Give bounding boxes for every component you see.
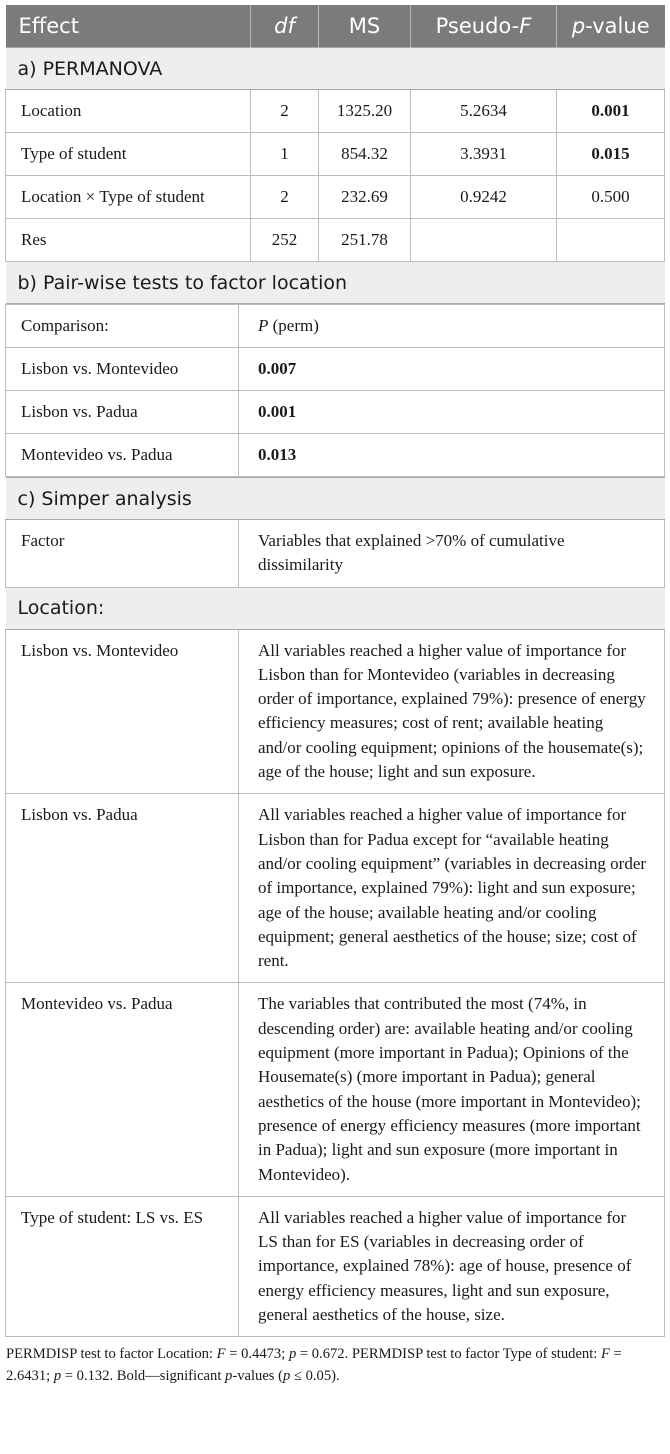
table-row (6, 133, 665, 176)
location-label: Location: (6, 587, 665, 629)
pairwise-table (5, 304, 665, 477)
table-row (6, 794, 665, 983)
desc-cell: All variables reached a higher value of importance for LS than for ES (variables in decreasing order of importance, explained 78%): age of house, presence of energy efficiency measures, light and sun exposure, general aesthetics of the house, size. (239, 1196, 665, 1336)
ms-cell: 251.78 (319, 219, 411, 262)
effect-cell: Location (6, 90, 251, 133)
comparison-cell: Lisbon vs. Padua (6, 391, 239, 434)
table-row (6, 434, 665, 477)
ms-cell: 854.32 (319, 133, 411, 176)
section-c-title-row (6, 478, 665, 520)
header-p-value: p-value (557, 5, 665, 48)
table-header-row (6, 5, 665, 48)
header-effect: Effect (6, 5, 251, 48)
pseudo-f-cell: 5.2634 (411, 90, 557, 133)
df-cell: 2 (251, 90, 319, 133)
effect-cell: Location × Type of student (6, 176, 251, 219)
pairwise-header-row (6, 305, 665, 348)
section-a-title-row (6, 48, 665, 90)
location-subheader-row (6, 587, 665, 629)
table-row (6, 90, 665, 133)
p-value-cell: 0.015 (557, 133, 665, 176)
df-cell: 252 (251, 219, 319, 262)
desc-cell: The variables that contributed the most (74%, in descending order) are: available heating and/or cooling equipment (more important in Padua); Opinions of the Housemate(s) (more important in Padua); general aesthetics of the house (more important in Montevideo); presence of energy efficiency measures (more important in Padua); light and sun exposure (more important in Montevideo). (239, 983, 665, 1196)
factor-cell: Lisbon vs. Montevideo (6, 629, 239, 794)
factor-cell: Montevideo vs. Padua (6, 983, 239, 1196)
p-value-cell: 0.500 (557, 176, 665, 219)
header-pseudo-f: Pseudo-F (411, 5, 557, 48)
p-value-cell: 0.001 (557, 90, 665, 133)
section-b-title-row (6, 262, 665, 304)
factor-label: Factor (6, 520, 239, 588)
table-row (6, 983, 665, 1196)
desc-cell: All variables reached a higher value of importance for Lisbon than for Padua except for “available heating and/or cooling equipment” (variables in decreasing order of importance, explained 79%): light and sun exposure; age of the house; available heating and/or cooling equipment; general aesthetics of the house; size; cost of rent. (239, 794, 665, 983)
section-a-title: a) PERMANOVA (6, 48, 665, 90)
factor-cell: Lisbon vs. Padua (6, 794, 239, 983)
pseudo-f-cell: 0.9242 (411, 176, 557, 219)
table-row (6, 219, 665, 262)
ms-cell: 232.69 (319, 176, 411, 219)
desc-cell: All variables reached a higher value of importance for Lisbon than for Montevideo (variables in decreasing order of importance, explained 79%): presence of energy efficiency measures; cost of rent; available heating and/or cooling equipment; opinions of the housemate(s); age of the house; light and sun exposure. (239, 629, 665, 794)
stats-table-page (5, 5, 664, 1387)
comparison-cell: Montevideo vs. Padua (6, 434, 239, 477)
pseudo-f-cell (411, 219, 557, 262)
comparison-label: Comparison: (6, 305, 239, 348)
section-b-title: b) Pair-wise tests to factor location (6, 262, 665, 304)
simper-table (5, 477, 665, 1337)
permanova-table (5, 5, 665, 304)
pseudo-f-cell: 3.3931 (411, 133, 557, 176)
table-row (6, 391, 665, 434)
factor-cell: Type of student: LS vs. ES (6, 1196, 239, 1336)
table-row (6, 176, 665, 219)
table-row (6, 348, 665, 391)
p-perm-cell: 0.013 (239, 434, 665, 477)
p-perm-label: P (perm) (239, 305, 665, 348)
effect-cell: Type of student (6, 133, 251, 176)
table-row (6, 629, 665, 794)
p-perm-cell: 0.001 (239, 391, 665, 434)
table-footnote: PERMDISP test to factor Location: F = 0.4473; p = 0.672. PERMDISP test to factor Type of student: F = 2.6431; p = 0.132. Bold—significant p-values (p ≤ 0.05). (6, 1346, 622, 1385)
header-ms: MS (319, 5, 411, 48)
header-df: df (251, 5, 319, 48)
df-cell: 1 (251, 133, 319, 176)
p-value-cell (557, 219, 665, 262)
df-cell: 2 (251, 176, 319, 219)
p-perm-cell: 0.007 (239, 348, 665, 391)
factor-desc: Variables that explained >70% of cumulative dissimilarity (239, 520, 665, 588)
ms-cell: 1325.20 (319, 90, 411, 133)
table-row (6, 1196, 665, 1336)
effect-cell: Res (6, 219, 251, 262)
comparison-cell: Lisbon vs. Montevideo (6, 348, 239, 391)
simper-header-row (6, 520, 665, 588)
section-c-title: c) Simper analysis (6, 478, 665, 520)
